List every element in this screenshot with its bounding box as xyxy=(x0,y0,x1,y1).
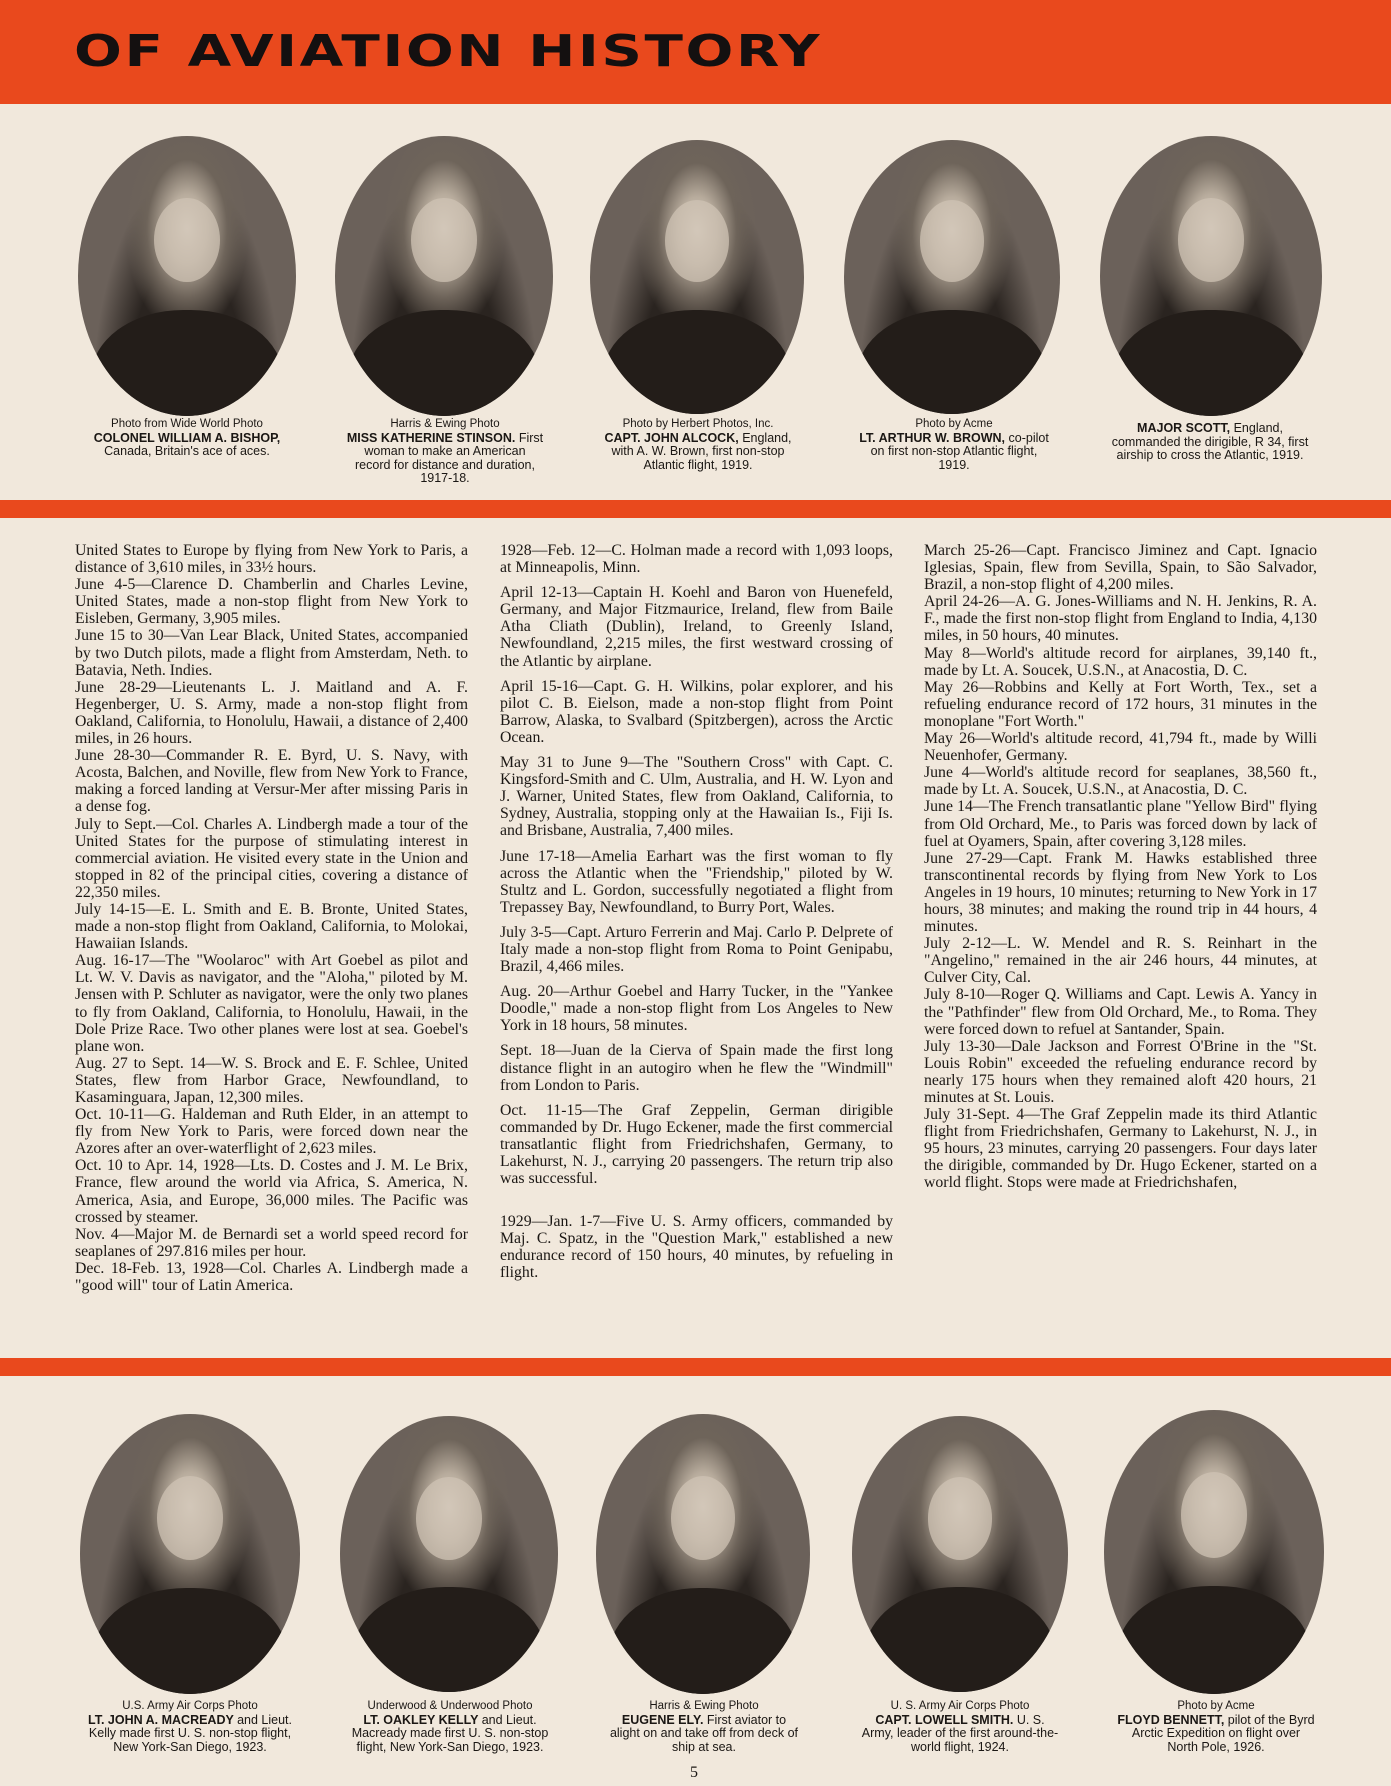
history-entry: June 15 to 30—Van Lear Black, United States, accompanied by two Dutch pilots, made a flight from Amsterdam, Neth. to Batavia, Neth. Indies. xyxy=(75,627,468,679)
portrait-photo-ely xyxy=(596,1414,810,1694)
header-banner xyxy=(0,0,1391,104)
text-column-3 xyxy=(924,542,1317,1192)
history-entry: Aug. 16-17—The "Woolaroc" with Art Goebel as pilot and Lt. W. V. Davis as navigator, and the "Aloha," piloted by M. Jensen with P. Schluter as navigator, were the only two planes to fly from Oakland, California, to Honolulu, Hawaii, in the Dole Prize Race. Two other planes were lost at sea. Goebel's plane won. xyxy=(75,952,468,1055)
portrait-photo-stinson xyxy=(335,136,553,416)
history-entry: 1928—Feb. 12—C. Holman made a record with 1,093 loops, at Minneapolis, Minn. xyxy=(500,542,893,577)
history-entry: July 14-15—E. L. Smith and E. B. Bronte, United States, made a non-stop flight from Oakland, California, to Molokai, Hawaiian Islands. xyxy=(75,900,468,953)
portrait-photo-brown xyxy=(844,140,1060,414)
history-entry: July 3-5—Capt. Arturo Ferrerin and Maj. Carlo P. Delprete of Italy made a non-stop flight from Roma to Point Genipabu, Brazil, 4,466 miles. xyxy=(500,923,893,976)
history-entry: United States to Europe by flying from New York to Paris, a distance of 3,610 miles, in 33½ hours. xyxy=(75,542,468,577)
page-number: 5 xyxy=(690,1764,698,1781)
history-entry: June 28-29—Lieutenants L. J. Maitland and A. F. Hegenberger, U. S. Army, made a non-stop flight from Oakland, California, to Honolulu, Hawaii, a distance of 2,400 miles, in 26 hours. xyxy=(75,678,468,748)
portrait-caption: U. S. Army Air Corps Photo CAPT. LOWELL SMITH. U. S. Army, leader of the first around-the-world flight, 1924. xyxy=(861,1700,1059,1754)
history-entry: June 27-29—Capt. Frank M. Hawks established three transcontinental records by flying from New York to Los Angeles in 19 hours, 10 minutes; returning to New York in 17 hours, 38 minutes; and making the round trip in 44 hours, 4 minutes. xyxy=(924,849,1317,936)
history-entry: Aug. 27 to Sept. 14—W. S. Brock and E. F. Schlee, United States, flew from Harbor Grace, Newfoundland, to Kasaminguara, Japan, 12,300 miles. xyxy=(75,1054,468,1106)
page-title: OF AVIATION HISTORY xyxy=(74,26,823,77)
portrait-caption: Underwood & Underwood Photo LT. OAKLEY KELLY and Lieut. Macready made first U. S. non-stop flight, New York-San Diego, 1923. xyxy=(351,1700,549,1754)
history-entry: May 26—World's altitude record, 41,794 ft., made by Willi Neuenhofer, Germany. xyxy=(924,730,1317,765)
portrait-photo-macready xyxy=(80,1414,300,1694)
portrait-photo-bennett xyxy=(1104,1410,1324,1694)
portrait-caption: U.S. Army Air Corps Photo LT. JOHN A. MACREADY and Lieut. Kelly made first U. S. non-stop flight, New York-San Diego, 1923. xyxy=(87,1700,292,1754)
portrait-caption: MAJOR SCOTT, England, commanded the dirigible, R 34, first airship to cross the Atlantic, 1919. xyxy=(1111,421,1309,462)
history-entry: Oct. 10-11—G. Haldeman and Ruth Elder, in an attempt to fly from New York to Paris, were forced down near the Azores after an over-waterflight of 2,623 miles. xyxy=(75,1106,468,1158)
portrait-photo-bishop xyxy=(78,136,296,416)
history-entry: July 13-30—Dale Jackson and Forrest O'Brine in the "St. Louis Robin" exceeded the refueling endurance record by nearly 175 hours when they remained aloft 420 hours, 21 minutes at St. Louis. xyxy=(924,1037,1317,1106)
history-entry: June 28-30—Commander R. E. Byrd, U. S. Navy, with Acosta, Balchen, and Noville, flew from New York to France, making a forced landing at Versur-Mer after missing Paris in a dense fog. xyxy=(75,747,468,816)
portrait-photo-alcock xyxy=(590,140,804,414)
history-entry: April 12-13—Captain H. Koehl and Baron von Huenefeld, Germany, and Major Fitzmaurice, Ireland, flew from Baile Atha Cliath (Dublin), Ireland, to Greenly Island, Newfoundland, 2,215 miles, the first westward crossing of the Atlantic by airplane. xyxy=(500,584,893,670)
history-entry: July to Sept.—Col. Charles A. Lindbergh made a tour of the United States for the purpose of stimulating interest in commercial aviation. He visited every state in the Union and stopped in 82 of the principal cities, covering a distance of 22,350 miles. xyxy=(75,815,468,901)
history-entry: April 15-16—Capt. G. H. Wilkins, polar explorer, and his pilot C. B. Eielson, made a non-stop flight from Point Barrow, Alaska, to Svalbard (Spitzbergen), across the Arctic Ocean. xyxy=(500,677,893,746)
text-column-1 xyxy=(75,542,468,1294)
history-entry: June 14—The French transatlantic plane "Yellow Bird" flying from Old Orchard, Me., to Paris was forced down by lack of fuel at Oyamers, Spain, after covering 3,128 miles. xyxy=(924,798,1317,850)
history-entry: April 24-26—A. G. Jones-Williams and N. H. Jenkins, R. A. F., made the first non-stop flight from England to India, 4,130 miles, in 50 hours, 40 minutes. xyxy=(924,593,1317,645)
history-entry: Oct. 11-15—The Graf Zeppelin, German dirigible commanded by Dr. Hugo Eckener, made the first commercial transatlantic flight from Friedrichshafen, Germany, to Lakehurst, N. J., carrying 20 passengers. The return trip also was successful. xyxy=(500,1101,893,1188)
divider-rule xyxy=(0,1358,1391,1376)
portrait-caption: Photo by Acme LT. ARTHUR W. BROWN, co-pilot on first non-stop Atlantic flight, 1919. xyxy=(859,418,1049,472)
divider-rule xyxy=(0,500,1391,518)
history-entry: May 31 to June 9—The "Southern Cross" with Capt. C. Kingsford-Smith and C. Ulm, Australia, and H. W. Lyon and J. Warner, United States, flew from Oakland, California, to Sydney, Australia, stopping only at the Hawaiian Is., Fiji Is. and Brisbane, Australia, 7,400 miles. xyxy=(500,754,893,840)
history-entry: 1929—Jan. 1-7—Five U. S. Army officers, commanded by Maj. C. Spatz, in the "Question Mark," established a new endurance record of 150 hours, 40 minutes, by refueling in flight. xyxy=(500,1213,893,1282)
portrait-photo-scott xyxy=(1100,136,1322,416)
portrait-photo-smith xyxy=(852,1416,1068,1692)
history-entry: June 17-18—Amelia Earhart was the first woman to fly across the Atlantic when the "Friendship," piloted by W. Stultz and L. Gordon, successfully negotiated a flight from Trepassey Bay, Newfoundland, to Burry Port, Wales. xyxy=(500,847,893,916)
history-entry: Aug. 20—Arthur Goebel and Harry Tucker, in the "Yankee Doodle," made a non-stop flight from Los Angeles to New York in 18 hours, 58 minutes. xyxy=(500,983,893,1035)
portrait-caption: Harris & Ewing Photo MISS KATHERINE STINSON. First woman to make an American record for distance and duration, 1917-18. xyxy=(346,418,544,485)
history-entry: July 2-12—L. W. Mendel and R. S. Reinhart in the "Angelino," remained in the air 246 hours, 44 minutes, at Culver City, Cal. xyxy=(924,935,1317,987)
history-entry: May 8—World's altitude record for airplanes, 39,140 ft., made by Lt. A. Soucek, U.S.N., at Anacostia, D. C. xyxy=(924,644,1317,679)
history-entry: June 4-5—Clarence D. Chamberlin and Charles Levine, United States, made a non-stop flight from New York to Eisleben, Germany, 3,905 miles. xyxy=(75,576,468,628)
history-entry: May 26—Robbins and Kelly at Fort Worth, Tex., set a refueling endurance record of 172 hours, 31 minutes in the monoplane "Fort Worth." xyxy=(924,678,1317,730)
history-entry: June 4—World's altitude record for seaplanes, 38,560 ft., made by Lt. A. Soucek, U.S.N., at Anacostia, D. C. xyxy=(924,764,1317,799)
portrait-photo-kelly xyxy=(340,1416,558,1692)
history-entry: Nov. 4—Major M. de Bernardi set a world speed record for seaplanes of 297.816 miles per hour. xyxy=(75,1225,468,1260)
history-entry: July 31-Sept. 4—The Graf Zeppelin made its third Atlantic flight from Friedrichshafen, Germany to Lakehurst, N. J., in 95 hours, 23 minutes, carrying 20 passengers. Four days later the dirigible, commanded by Dr. Hugo Eckener, started on a world flight. Stops were made at Friedrichshafen, xyxy=(924,1106,1317,1192)
history-entry: Dec. 18-Feb. 13, 1928—Col. Charles A. Lindbergh made a "good will" tour of Latin America. xyxy=(75,1259,468,1295)
history-entry: Oct. 10 to Apr. 14, 1928—Lts. D. Costes and J. M. Le Brix, France, flew around the world via Africa, S. America, N. America, Asia, and Europe, 36,000 miles. The Pacific was crossed by steamer. xyxy=(75,1157,468,1226)
portrait-caption: Photo by Herbert Photos, Inc. CAPT. JOHN ALCOCK, England, with A. W. Brown, first non-stop Atlantic flight, 1919. xyxy=(604,418,792,472)
history-entry: March 25-26—Capt. Francisco Jiminez and Capt. Ignacio Iglesias, Spain, flew from Sevilla, Spain, to São Salvador, Brazil, a non-stop flight of 4,200 miles. xyxy=(924,542,1317,594)
history-entry: Sept. 18—Juan de la Cierva of Spain made the first long distance flight in an autogiro when he flew the "Windmill" from London to Paris. xyxy=(500,1042,893,1094)
portrait-caption: Photo from Wide World Photo COLONEL WILLIAM A. BISHOP, Canada, Britain's ace of aces. xyxy=(93,418,281,458)
portrait-caption: Photo by Acme FLOYD BENNETT, pilot of the Byrd Arctic Expedition on flight over North Pole, 1926. xyxy=(1117,1700,1315,1754)
history-entry: July 8-10—Roger Q. Williams and Capt. Lewis A. Yancy in the "Pathfinder" flew from Old Orchard, Me., to Roma. They were forced down to refuel at Santander, Spain. xyxy=(924,986,1317,1038)
text-column-2 xyxy=(500,542,893,1282)
portrait-caption: Harris & Ewing Photo EUGENE ELY. First aviator to alight on and take off from deck of ship at sea. xyxy=(609,1700,799,1754)
